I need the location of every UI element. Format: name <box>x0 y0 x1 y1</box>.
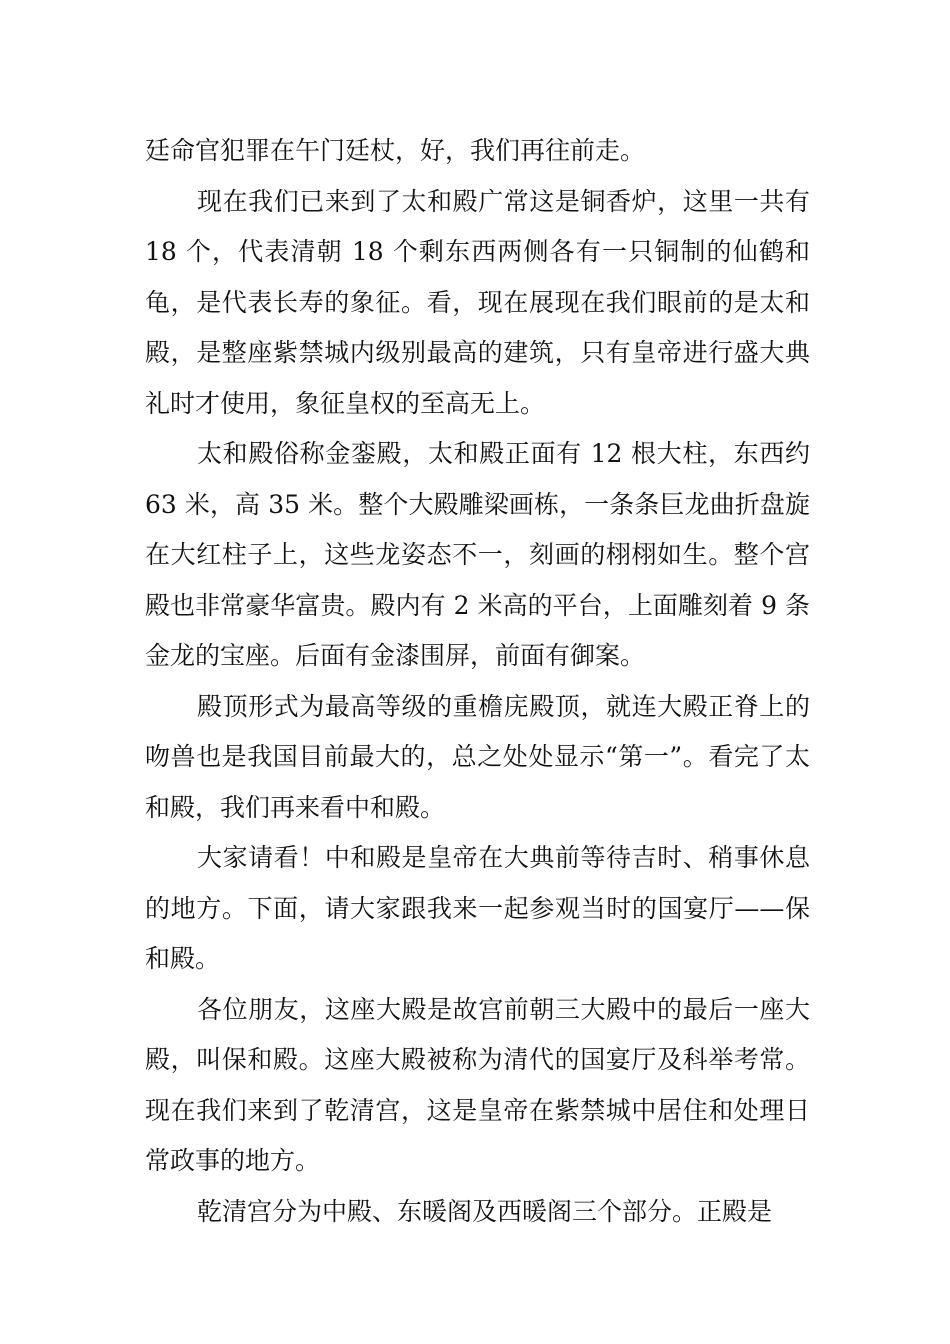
paragraph-zhonghe-hall: 大家请看！中和殿是皇帝在大典前等待吉时、稍事休息的地方。下面，请大家跟我来一起参观当时的国宴厅——保和殿。 <box>145 843 810 973</box>
document-body <box>145 126 810 1237</box>
paragraph-continuation: 廷命官犯罪在午门廷杖，好，我们再往前走。 <box>145 136 646 165</box>
paragraph-baohe-hall: 各位朋友，这座大殿是故宫前朝三大殿中的最后一座大殿，叫保和殿。这座大殿被称为清代的国宴厅及科举考常。现在我们来到了乾清宫，这是皇帝在紫禁城中居住和处理日常政事的地方。 <box>145 994 810 1175</box>
paragraph-taihe-hall: 太和殿俗称金銮殿，太和殿正面有 12 根大柱，东西约 63 米，高 35 米。整个大殿雕梁画栋，一条条巨龙曲折盘旋在大红柱子上，这些龙姿态不一，刻画的栩栩如生。整个宫殿也非常豪华富贵。殿内有 2 米高的平台，上面雕刻着 9 条金龙的宝座。后面有金漆围屏，前面有御案。 <box>145 439 810 670</box>
paragraph-qianqing-palace: 乾清宫分为中殿、东暖阁及西暖阁三个部分。正殿是 <box>197 1196 773 1226</box>
paragraph-roof: 殿顶形式为最高等级的重檐庑殿顶，就连大殿正脊上的吻兽也是我国目前最大的，总之处处显示“第一”。看完了太和殿，我们再来看中和殿。 <box>145 691 810 822</box>
paragraph-taihe-square: 现在我们已来到了太和殿广常这是铜香炉，这里一共有 18 个，代表清朝 18 个剩东西两侧各有一只铜制的仙鹤和龟，是代表长寿的象征。看，现在展现在我们眼前的是太和殿，是整座紫禁城内级别最高的建筑，只有皇帝进行盛大典礼时才使用，象征皇权的至高无上。 <box>145 186 810 418</box>
